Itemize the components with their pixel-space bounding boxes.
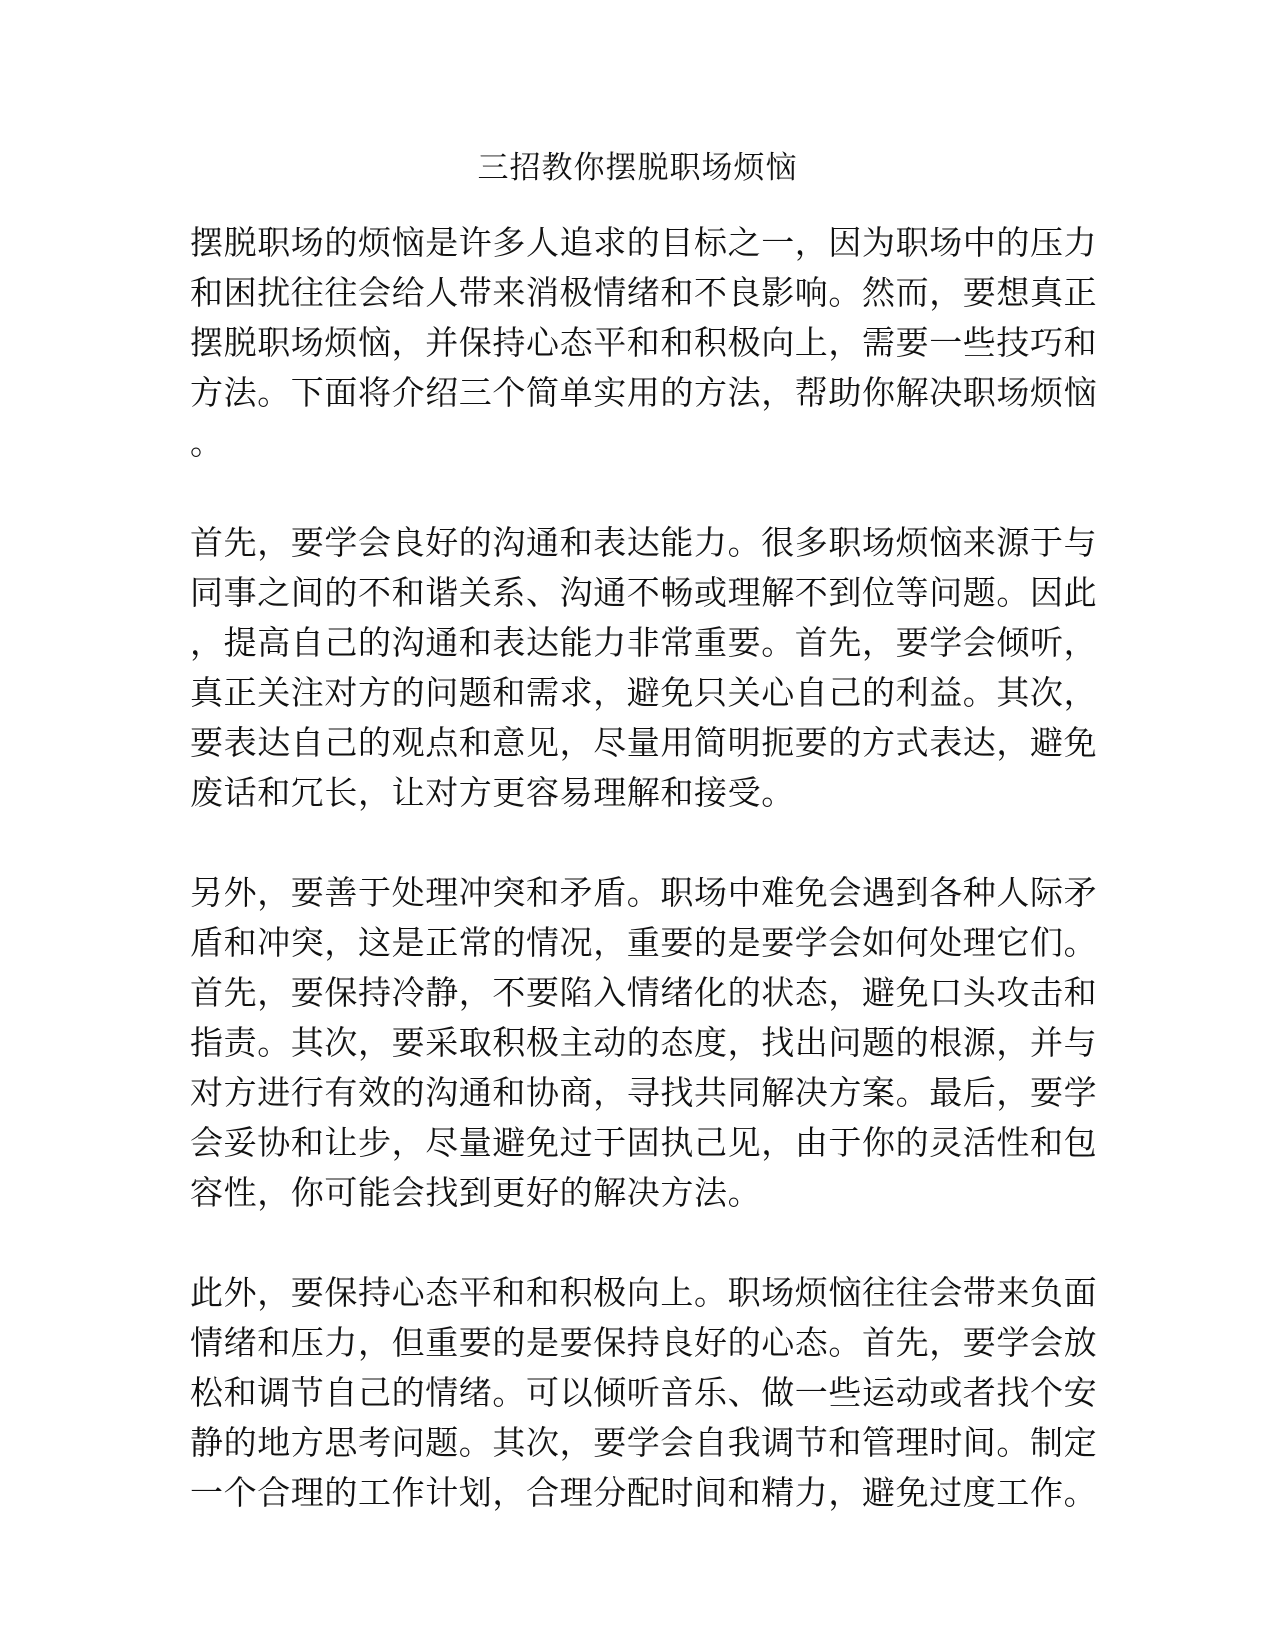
text-line: 。	[190, 423, 224, 462]
text-line: 松和调节自己的情绪。可以倾听音乐、做一些运动或者找个安	[190, 1373, 1098, 1412]
text-line: 摆脱职场烦恼，并保持心态平和和积极向上，需要一些技巧和	[190, 323, 1098, 362]
text-line: 对方进行有效的沟通和协商，寻找共同解决方案。最后，要学	[190, 1073, 1098, 1112]
text-line: 静的地方思考问题。其次，要学会自我调节和管理时间。制定	[190, 1423, 1098, 1462]
text-line: 方法。下面将介绍三个简单实用的方法，帮助你解决职场烦恼	[190, 373, 1098, 412]
text-line: 情绪和压力，但重要的是要保持良好的心态。首先，要学会放	[190, 1323, 1098, 1362]
text-line: 此外，要保持心态平和和积极向上。职场烦恼往往会带来负面	[190, 1273, 1098, 1312]
paragraph-conflict	[190, 868, 1098, 1218]
text-line: 和困扰往往会给人带来消极情绪和不良影响。然而，要想真正	[190, 273, 1098, 312]
text-line: 首先，要保持冷静，不要陷入情绪化的状态，避免口头攻击和	[190, 973, 1098, 1012]
text-line: 另外，要善于处理冲突和矛盾。职场中难免会遇到各种人际矛	[190, 873, 1098, 912]
text-line: 要表达自己的观点和意见，尽量用简明扼要的方式表达，避免	[190, 723, 1098, 762]
paragraph-communication	[190, 518, 1098, 818]
text-line: 容性，你可能会找到更好的解决方法。	[190, 1173, 762, 1212]
text-line: 会妥协和让步，尽量避免过于固执己见，由于你的灵活性和包	[190, 1123, 1098, 1162]
document-title: 三招教你摆脱职场烦恼	[477, 150, 798, 186]
text-line: ，提高自己的沟通和表达能力非常重要。首先，要学会倾听，	[190, 623, 1098, 662]
document-body	[190, 218, 1098, 1568]
text-line: 盾和冲突，这是正常的情况，重要的是要学会如何处理它们。	[190, 923, 1098, 962]
text-line: 指责。其次，要采取积极主动的态度，找出问题的根源，并与	[190, 1023, 1098, 1062]
text-line: 同事之间的不和谐关系、沟通不畅或理解不到位等问题。因此	[190, 573, 1098, 612]
text-line: 废话和冗长，让对方更容易理解和接受。	[190, 773, 795, 812]
paragraph-mindset	[190, 1268, 1098, 1518]
text-line: 真正关注对方的问题和需求，避免只关心自己的利益。其次，	[190, 673, 1098, 712]
paragraph-intro	[190, 218, 1098, 468]
text-line: 首先，要学会良好的沟通和表达能力。很多职场烦恼来源于与	[190, 523, 1098, 562]
text-line: 一个合理的工作计划，合理分配时间和精力，避免过度工作。	[190, 1473, 1098, 1512]
text-line: 摆脱职场的烦恼是许多人追求的目标之一，因为职场中的压力	[190, 223, 1098, 262]
